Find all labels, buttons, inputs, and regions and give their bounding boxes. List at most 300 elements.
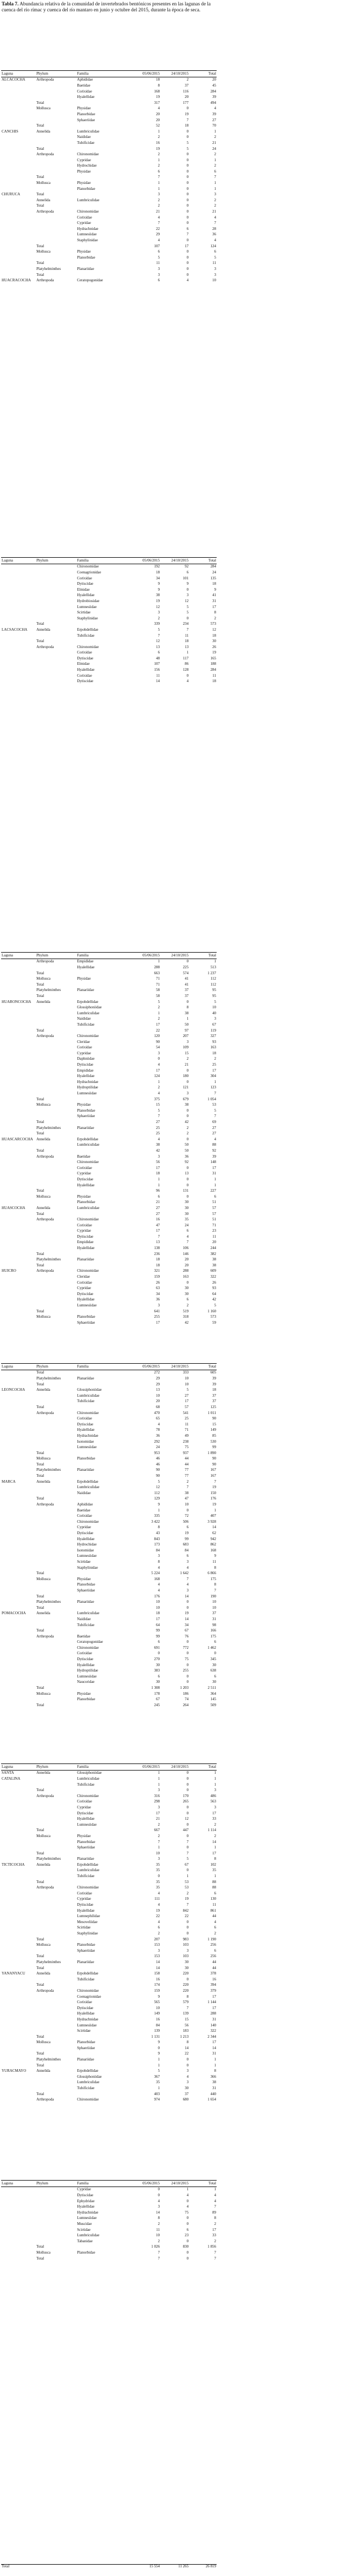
cell-october: 92 — [185, 1160, 189, 1165]
cell-phylum: Total — [36, 2091, 44, 2096]
cell-june: 20 — [156, 117, 160, 122]
cell-familia — [76, 1148, 132, 1154]
cell-familia: Sphaeriidae — [77, 1845, 95, 1850]
cell-laguna — [1, 1171, 36, 1177]
table-row — [1, 1303, 217, 1309]
cell-total: 14 — [212, 1839, 216, 1844]
cell-total: 8 — [214, 2216, 216, 2221]
cell-phylum: Arthropoda — [36, 1410, 54, 1415]
cell-october: 177 — [183, 100, 189, 105]
cell-phylum: Arthropoda — [36, 209, 54, 214]
cell-laguna — [1, 1484, 36, 1490]
cell-october: 44 — [185, 1456, 189, 1461]
cell-june: 1 — [158, 1782, 160, 1787]
cell-june: 18 — [156, 1171, 160, 1176]
cell-familia: Erpobdellidae — [77, 1971, 99, 1976]
cell-phylum: Total — [36, 243, 44, 248]
cell-phylum: Total — [36, 622, 44, 626]
table-row — [1, 1079, 217, 1085]
cell-phylum — [36, 1016, 76, 1022]
cell-june: 367 — [154, 2074, 160, 2079]
table-row — [1, 1490, 217, 1496]
cell-phylum: Platyhelminthes — [36, 1600, 61, 1604]
cell-october: 0 — [186, 272, 189, 277]
cell-total: 304 — [210, 1074, 216, 1079]
cell-familia — [76, 1685, 132, 1691]
cell-laguna — [1, 237, 36, 243]
cell-phylum — [36, 2080, 76, 2086]
cell-phylum: Total — [36, 1628, 44, 1633]
cell-laguna — [1, 1303, 36, 1309]
cell-phylum: Platyhelminthes — [36, 1257, 61, 1262]
cell-familia — [76, 1211, 132, 1217]
cell-phylum — [36, 1234, 76, 1240]
cell-phylum: Arthropoda — [36, 1988, 54, 1993]
cell-total: 6 — [214, 249, 216, 254]
cell-phylum: Annelida — [36, 1971, 50, 1976]
cell-phylum — [36, 2005, 76, 2011]
table-row — [1, 1645, 217, 1651]
cell-total: 1 — [214, 2187, 216, 2192]
cell-october: 7 — [186, 232, 189, 237]
cell-laguna — [1, 1062, 36, 1068]
cell-total: 31 — [212, 2086, 216, 2091]
cell-october: 56 — [185, 2023, 189, 2027]
cell-laguna: HUACRACOCHA — [2, 278, 31, 283]
cell-familia — [76, 1462, 132, 1468]
cell-total: 256 — [210, 1954, 216, 1959]
cell-laguna — [1, 1954, 36, 1960]
cell-october: 186 — [183, 1691, 189, 1696]
cell-phylum: Total — [36, 1211, 44, 1216]
cell-total: 11 — [212, 1903, 216, 1907]
cell-october: 30 — [185, 1200, 189, 1205]
cell-june: 3 — [158, 2204, 160, 2209]
cell-october: 53 — [185, 1879, 189, 1884]
cell-june: 470 — [154, 1410, 160, 1415]
cell-familia: Physidae — [77, 976, 91, 981]
cell-october: 937 — [183, 1450, 189, 1455]
cell-october: 22 — [185, 1914, 189, 1919]
cell-total: 8 — [214, 1565, 216, 1570]
cell-laguna: SANTA — [2, 1771, 14, 1775]
cell-total: 1 114 — [207, 1828, 216, 1833]
cell-june: 1 026 — [151, 2244, 160, 2249]
cell-phylum — [36, 94, 76, 100]
cell-familia — [76, 1309, 132, 1315]
cell-laguna — [1, 2045, 36, 2051]
cell-laguna — [1, 581, 36, 587]
cell-familia: Cypridae — [77, 1228, 91, 1233]
cell-laguna — [1, 2011, 36, 2017]
table-row — [1, 965, 217, 970]
cell-phylum: Total — [36, 1028, 44, 1033]
cell-phylum — [36, 1079, 76, 1085]
cell-phylum — [36, 215, 76, 221]
cell-laguna — [1, 1525, 36, 1531]
cell-october: 67 — [185, 1628, 189, 1633]
cell-laguna — [1, 1462, 36, 1468]
subtotal-row — [1, 1937, 217, 1943]
cell-familia: Erpobdellidae — [77, 999, 99, 1004]
cell-june: 6 — [158, 278, 160, 283]
cell-familia — [76, 146, 132, 152]
table-row — [1, 1822, 217, 1828]
cell-familia: Sphaeriidae — [77, 1948, 95, 1953]
table-row — [1, 667, 217, 673]
cell-familia: Dytiscidae — [77, 1062, 94, 1067]
cell-total: 112 — [210, 982, 216, 987]
cell-familia: Scirtidae — [77, 2227, 91, 2232]
cell-laguna — [1, 1811, 36, 1817]
cell-total: 20 — [212, 1240, 216, 1245]
cell-total: 3 — [214, 1805, 216, 1809]
cell-laguna — [1, 89, 36, 95]
column-header-total: Total — [189, 1764, 217, 1771]
cell-total: 2 — [214, 2238, 216, 2243]
cell-total: 88 — [212, 1142, 216, 1147]
subtotal-row — [1, 2034, 217, 2040]
cell-june: 3 — [158, 1788, 160, 1793]
cell-june: 9 — [158, 582, 160, 586]
cell-familia: Lumnesiidae — [77, 604, 97, 609]
cell-total: 53 — [212, 1102, 216, 1107]
cell-june: 13 — [156, 644, 160, 649]
cell-june: 8 — [158, 1525, 160, 1530]
cell-october: 12 — [185, 598, 189, 603]
cell-october: 506 — [183, 1519, 189, 1524]
subtotal-row — [1, 993, 217, 999]
table-row — [1, 151, 217, 157]
table-row — [1, 2023, 217, 2029]
cell-june: 1 — [158, 1845, 160, 1850]
table-row — [1, 140, 217, 146]
cell-october: 5 — [186, 146, 189, 151]
cell-june: 11 — [156, 673, 160, 678]
table-row — [1, 678, 217, 684]
cell-october: 4 — [186, 278, 189, 283]
cell-june: 7 — [158, 175, 160, 180]
cell-october: 0 — [186, 1931, 189, 1936]
grand-total-october: 11 265 — [178, 2564, 189, 2568]
cell-june: 6 — [158, 1640, 160, 1644]
cell-familia: Hyalellidae — [77, 1074, 95, 1079]
subtotal-row — [1, 638, 217, 644]
cell-laguna — [1, 2080, 36, 2086]
table-row — [1, 1016, 217, 1022]
cell-total: 150 — [210, 1490, 216, 1495]
cell-october: 8 — [186, 2040, 189, 2045]
cell-familia: Planariidae — [77, 2057, 94, 2062]
table-row — [1, 1782, 217, 1788]
cell-familia: Hyalellidae — [77, 1297, 95, 1302]
cell-october: 5 — [186, 1857, 189, 1861]
cell-june: 1 — [158, 2086, 160, 2091]
subtotal-row — [1, 1965, 217, 1971]
cell-familia — [76, 175, 132, 181]
cell-familia: Lumbriculidae — [77, 2080, 100, 2085]
table-row — [1, 1479, 217, 1485]
table-row — [1, 1565, 217, 1571]
cell-june: 375 — [154, 1097, 160, 1101]
cell-laguna — [1, 1816, 36, 1822]
cell-june: 65 — [156, 1416, 160, 1421]
cell-laguna — [1, 610, 36, 616]
cell-total: 165 — [210, 656, 216, 660]
subtotal-row — [1, 2063, 217, 2069]
cell-october: 0 — [186, 169, 189, 174]
cell-phylum — [36, 1651, 76, 1657]
cell-laguna: CATALINA — [2, 1776, 21, 1781]
cell-october: 0 — [186, 1782, 189, 1787]
cell-total: 41 — [212, 593, 216, 598]
header-row — [1, 953, 217, 959]
cell-june: 3 — [158, 192, 160, 197]
cell-phylum — [36, 1948, 76, 1954]
cell-total: 4 — [214, 2198, 216, 2203]
cell-phylum: Arthropoda — [36, 1154, 54, 1159]
cell-familia — [76, 1937, 132, 1943]
cell-familia: Chironomidae — [77, 2097, 99, 2102]
cell-laguna — [1, 1194, 36, 1200]
cell-october: 0 — [186, 1680, 189, 1685]
cell-familia: Corixidae — [77, 1280, 92, 1285]
cell-october: 207 — [183, 1034, 189, 1039]
cell-total: 69 — [212, 1120, 216, 1125]
cell-phylum — [36, 1085, 76, 1091]
cell-phylum: Arthropoda — [36, 1034, 54, 1039]
cell-total: 67 — [212, 1022, 216, 1027]
cell-phylum: Total — [36, 1686, 44, 1690]
cell-phylum: Mollusca — [36, 106, 51, 111]
table-row — [1, 644, 217, 650]
table-row — [1, 1314, 217, 1320]
table-section-1 — [1, 70, 217, 283]
cell-total: 26 — [212, 644, 216, 649]
cell-june: 35 — [156, 2080, 160, 2085]
cell-phylum — [36, 604, 76, 610]
cell-june: 54 — [156, 1045, 160, 1050]
cell-laguna — [1, 673, 36, 679]
cell-june: 2 — [158, 1833, 160, 1838]
subtotal-row — [1, 1605, 217, 1611]
cell-october: 6 — [186, 2227, 189, 2232]
table-row — [1, 1674, 217, 1680]
table-row — [1, 1582, 217, 1588]
cell-october: 97 — [185, 1028, 189, 1033]
cell-laguna — [1, 266, 36, 272]
cell-june: 11 — [156, 2227, 160, 2232]
cell-familia: Planorbidae — [77, 1582, 95, 1587]
cell-phylum: Arthropoda — [36, 644, 54, 649]
table-row — [1, 111, 217, 117]
cell-total: 7 — [214, 1588, 216, 1593]
cell-june: 46 — [156, 1456, 160, 1461]
caption-text: Abundancia relativa de la comunidad de invertebrados bentónicos presentes en las lagunas de la cuenca del río rímac y cuenca del río mantaro en junio y octubre del 2015, durante la época de seca. — [2, 1, 211, 12]
cell-june: 6 — [158, 1194, 160, 1199]
cell-total: 1 856 — [207, 2244, 216, 2249]
column-header-familia: Familia — [76, 953, 132, 959]
cell-laguna — [1, 1456, 36, 1462]
cell-total: 530 — [210, 1439, 216, 1444]
table-row — [1, 1651, 217, 1657]
cell-phylum: Annelida — [36, 999, 50, 1004]
cell-june: 339 — [154, 622, 160, 626]
cell-phylum: Total — [36, 982, 44, 987]
table-row — [1, 1999, 217, 2005]
cell-laguna — [1, 598, 36, 604]
cell-phylum — [36, 1062, 76, 1068]
column-header-familia: Familia — [76, 1364, 132, 1370]
cell-familia: Chironomidae — [77, 1988, 99, 1993]
cell-october: 0 — [186, 221, 189, 226]
table-row — [1, 2074, 217, 2080]
cell-familia: Glossiphoniidae — [77, 1771, 102, 1775]
cell-laguna — [1, 1508, 36, 1514]
cell-familia: Hyalellidae — [77, 1536, 95, 1541]
cell-laguna: LACSACOCHA — [2, 627, 28, 632]
cell-phylum — [36, 673, 76, 679]
cell-october: 53 — [185, 1885, 189, 1890]
cell-phylum — [36, 1536, 76, 1542]
cell-total: 3 — [214, 1016, 216, 1021]
cell-october: 2 — [186, 1479, 189, 1484]
cell-october: 2 — [186, 1303, 189, 1308]
cell-familia: Chironomidae — [77, 209, 99, 214]
cell-total: 39 — [212, 111, 216, 116]
cell-familia — [76, 1370, 132, 1376]
cell-total: 509 — [210, 1702, 216, 1707]
subtotal-row — [1, 2091, 217, 2097]
cell-october: 772 — [183, 1645, 189, 1650]
cell-october: 5 — [186, 610, 189, 615]
cell-phylum: Arthropoda — [36, 1634, 54, 1639]
cell-june: 270 — [154, 1657, 160, 1662]
cell-laguna — [1, 982, 36, 988]
column-header-june: 05/06/2015 — [132, 71, 160, 77]
cell-familia — [76, 1119, 132, 1125]
table-row — [1, 1502, 217, 1508]
table-row — [1, 616, 217, 622]
cell-familia: Sphaeriidae — [77, 1114, 95, 1119]
cell-october: 75 — [185, 1657, 189, 1662]
table-row — [1, 2097, 217, 2103]
cell-laguna — [1, 970, 36, 976]
cell-phylum: Total — [36, 1474, 44, 1478]
table-row — [1, 1183, 217, 1188]
cell-phylum — [36, 1513, 76, 1519]
cell-total: 31 — [212, 1616, 216, 1621]
table-row — [1, 266, 217, 272]
cell-june: 17 — [156, 1068, 160, 1073]
cell-june: 14 — [156, 679, 160, 684]
cell-phylum — [36, 1285, 76, 1291]
cell-october: 7 — [186, 1903, 189, 1907]
cell-june: 149 — [154, 2011, 160, 2016]
table-row — [1, 1484, 217, 1490]
cell-total: 9 — [214, 587, 216, 592]
cell-total: 4 — [214, 106, 216, 111]
cell-october: 1 642 — [180, 1571, 189, 1576]
table-row — [1, 1137, 217, 1142]
cell-phylum: Arthropoda — [36, 1885, 54, 1890]
cell-june: 11 — [156, 261, 160, 266]
cell-familia: Dytiscidae — [77, 1657, 94, 1662]
cell-june: 178 — [154, 1691, 160, 1696]
subtotal-row — [1, 1263, 217, 1269]
cell-familia: Hyalellidae — [77, 2204, 95, 2209]
column-header-october: 24/10/2015 — [160, 2181, 189, 2187]
cell-laguna — [1, 1068, 36, 1074]
cell-october: 0 — [186, 106, 189, 111]
cell-october: 38 — [185, 1102, 189, 1107]
cell-phylum: Total — [36, 123, 44, 128]
column-header-familia: Familia — [76, 2181, 132, 2187]
cell-familia: Planariidae — [77, 1600, 94, 1604]
cell-june: 17 — [156, 1022, 160, 1027]
cell-june: 35 — [156, 1879, 160, 1884]
cell-familia: Sphaeriidae — [77, 1588, 95, 1593]
cell-laguna — [1, 1404, 36, 1410]
cell-october: 265 — [183, 1799, 189, 1804]
cell-familia: Hyalellidae — [77, 1246, 95, 1251]
cell-june: 12 — [156, 604, 160, 609]
cell-june: 3 — [158, 272, 160, 277]
cell-total: 123 — [210, 1085, 216, 1090]
cell-familia: Hydrachnidae — [77, 2210, 99, 2215]
cell-june: 1 — [158, 1771, 160, 1775]
table-row — [1, 1576, 217, 1582]
cell-october: 0 — [186, 1068, 189, 1073]
cell-laguna — [1, 1010, 36, 1016]
cell-laguna — [1, 1422, 36, 1428]
cell-october: 8 — [186, 1005, 189, 1010]
cell-phylum — [36, 616, 76, 622]
cell-phylum — [36, 1005, 76, 1010]
cell-total: 1 — [214, 1508, 216, 1512]
cell-phylum — [36, 2028, 76, 2034]
cell-october: 0 — [186, 2256, 189, 2261]
cell-laguna — [1, 1376, 36, 1382]
cell-laguna — [1, 1873, 36, 1879]
cell-june: 16 — [156, 140, 160, 145]
cell-phylum: Platyhelminthes — [36, 1857, 61, 1861]
subtotal-row — [1, 1382, 217, 1388]
table-row — [1, 1393, 217, 1399]
cell-october: 139 — [183, 2011, 189, 2016]
cell-laguna — [1, 180, 36, 186]
cell-october: 0 — [186, 1640, 189, 1644]
cell-phylum: Mollusca — [36, 1833, 51, 1838]
cell-laguna — [1, 1530, 36, 1536]
cell-june: 13 — [156, 1388, 160, 1392]
cell-phylum — [36, 2238, 76, 2244]
cell-total: 167 — [210, 1468, 216, 1472]
table-row — [1, 1513, 217, 1519]
cell-phylum — [36, 1565, 76, 1571]
cell-total: 30 — [212, 639, 216, 644]
table-row — [1, 2221, 217, 2227]
cell-familia: Scirtidae — [77, 1559, 91, 1564]
table-row — [1, 1977, 217, 1983]
cell-october: 14 — [185, 1594, 189, 1599]
subtotal-row — [1, 1828, 217, 1834]
cell-laguna — [1, 2063, 36, 2069]
cell-laguna — [1, 2216, 36, 2222]
cell-familia: Cypridae — [77, 1171, 91, 1176]
cell-phylum: Total — [36, 1148, 44, 1153]
cell-laguna — [1, 1045, 36, 1051]
